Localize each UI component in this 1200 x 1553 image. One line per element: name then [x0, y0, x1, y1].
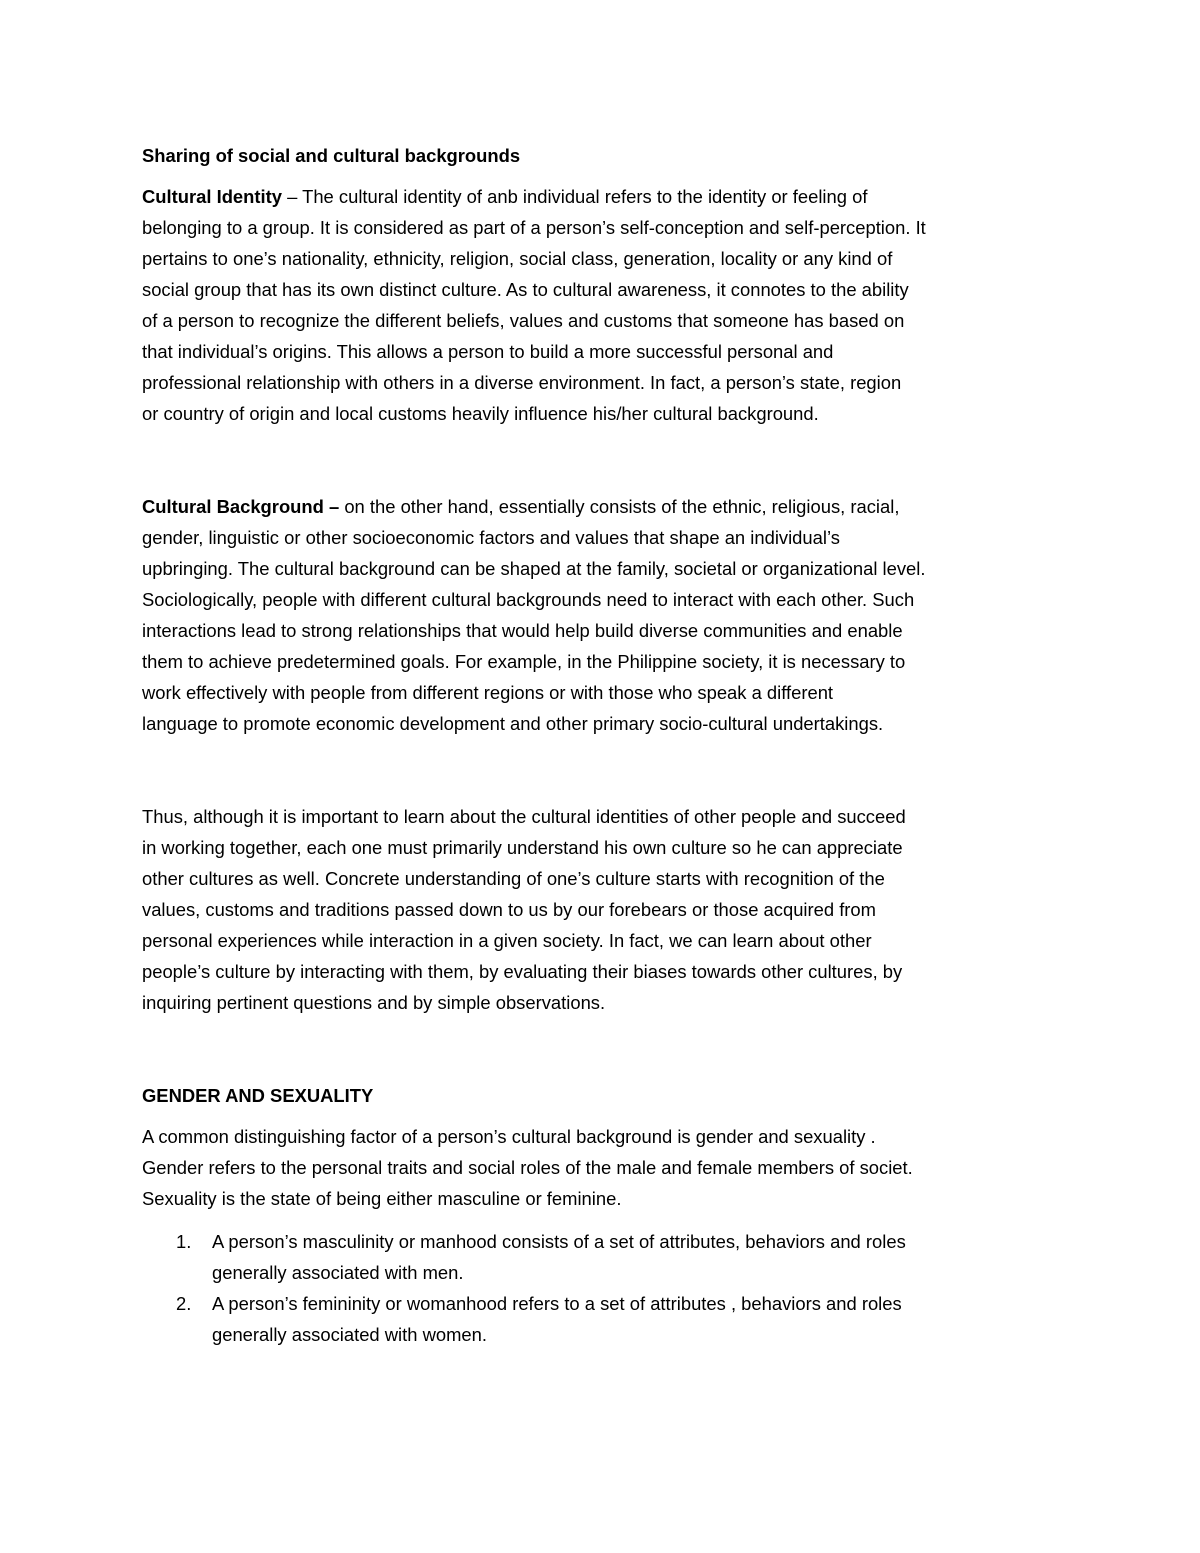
list-item: [142, 1288, 1062, 1350]
list-item-line: generally associated with men.: [212, 1262, 464, 1283]
paragraph-line: Cultural Background – on the other hand, essentially consists of the ethnic, religious, racial,: [142, 496, 900, 517]
paragraph-line: Gender refers to the personal traits and social roles of the male and female members of societ.: [142, 1157, 913, 1178]
paragraph-line: belonging to a group. It is considered as part of a person’s self-conception and self-perception. It: [142, 217, 926, 238]
paragraph-thus: [142, 801, 1062, 1018]
list-item-line: A person’s masculinity or manhood consists of a set of attributes, behaviors and roles: [212, 1231, 906, 1252]
document-title: Sharing of social and cultural backgrounds: [142, 145, 521, 166]
paragraph-line: or country of origin and local customs heavily influence his/her cultural background.: [142, 403, 819, 424]
paragraph-line: Sexuality is the state of being either masculine or feminine.: [142, 1188, 622, 1209]
paragraph-line: language to promote economic development and other primary socio-cultural undertakings.: [142, 713, 884, 734]
paragraph-line: professional relationship with others in a diverse environment. In fact, a person’s state, region: [142, 372, 902, 393]
paragraph-line: Cultural Identity – The cultural identity of anb individual refers to the identity or feeling of: [142, 186, 868, 207]
list-item-line: A person’s femininity or womanhood refers to a set of attributes , behaviors and roles: [212, 1293, 902, 1314]
paragraph-line: pertains to one’s nationality, ethnicity, religion, social class, generation, locality or any kind of: [142, 248, 893, 269]
paragraph-line: inquiring pertinent questions and by simple observations.: [142, 992, 606, 1013]
numbered-list: [142, 1226, 1062, 1350]
section-heading-gender: GENDER AND SEXUALITY: [142, 1085, 374, 1106]
term-cultural-background: Cultural Background –: [142, 496, 340, 517]
paragraph-line: A common distinguishing factor of a person’s cultural background is gender and sexuality .: [142, 1126, 876, 1147]
term-cultural-identity: Cultural Identity: [142, 186, 282, 207]
paragraph-line: gender, linguistic or other socioeconomic factors and values that shape an individual’s: [142, 527, 840, 548]
paragraph-line: in working together, each one must primarily understand his own culture so he can appreciate: [142, 837, 903, 858]
paragraph-line: Thus, although it is important to learn about the cultural identities of other people and succeed: [142, 806, 906, 827]
list-number: 1.: [176, 1231, 192, 1252]
list-number: 2.: [176, 1293, 192, 1314]
paragraph-line: of a person to recognize the different beliefs, values and customs that someone has based on: [142, 310, 905, 331]
list-item-line: generally associated with women.: [212, 1324, 487, 1345]
paragraph-line: personal experiences while interaction in a given society. In fact, we can learn about other: [142, 930, 872, 951]
paragraph-line: that individual’s origins. This allows a person to build a more successful personal and: [142, 341, 834, 362]
paragraph-line: upbringing. The cultural background can be shaped at the family, societal or organizational level.: [142, 558, 926, 579]
paragraph-line: work effectively with people from different regions or with those who speak a different: [142, 682, 834, 703]
paragraph-gender: [142, 1121, 1062, 1214]
paragraph-cultural-background: [142, 491, 1062, 739]
document-page: [142, 140, 1062, 1350]
paragraph-line: interactions lead to strong relationships that would help build diverse communities and enable: [142, 620, 903, 641]
paragraph-line: them to achieve predetermined goals. For example, in the Philippine society, it is necessary to: [142, 651, 906, 672]
paragraph-line: values, customs and traditions passed down to us by our forebears or those acquired from: [142, 899, 876, 920]
paragraph-line: other cultures as well. Concrete understanding of one’s culture starts with recognition of the: [142, 868, 885, 889]
paragraph-line: people’s culture by interacting with them, by evaluating their biases towards other cultures, by: [142, 961, 903, 982]
paragraph-cultural-identity: [142, 181, 1062, 429]
paragraph-line: social group that has its own distinct culture. As to cultural awareness, it connotes to the ability: [142, 279, 909, 300]
list-item: [142, 1226, 1062, 1288]
paragraph-line: Sociologically, people with different cultural backgrounds need to interact with each other. Such: [142, 589, 915, 610]
